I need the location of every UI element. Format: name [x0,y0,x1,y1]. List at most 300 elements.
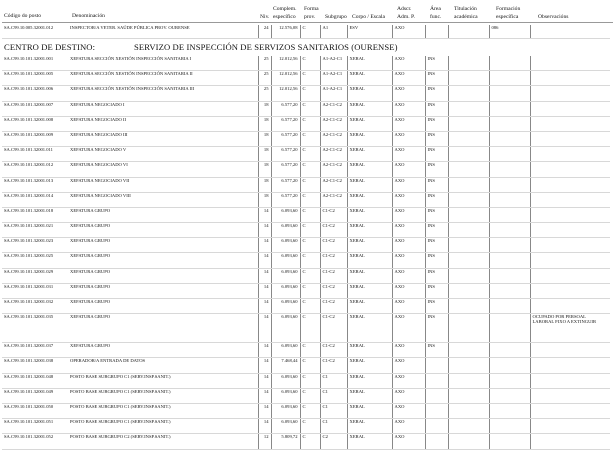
table-row [2,343,610,358]
cell-obs [530,207,610,222]
cell-subgrupo: C1 [320,403,347,418]
first-row-table [2,25,610,39]
cell-formacion [489,343,530,358]
cell-obs [530,25,610,39]
cell-adscr: AXO [392,419,425,434]
header-area: Área [430,6,441,12]
cell-formacion [489,373,530,388]
cell-obs [530,388,610,403]
cell-subgrupo: A2-C1-C2 [320,177,347,192]
header-adscr-2: Adm. P. [397,14,415,20]
cell-obs [530,358,610,373]
header-titulacion: Titulación [454,6,477,12]
cell-titulacion [448,86,489,101]
cell-area: INS [425,238,448,253]
header-adscr: Adscr. [397,6,412,12]
cell-titulacion [448,238,489,253]
cell-denominacion: POSTO BASE SUBGRUPO C1 (SERV.INSP.SANIT.) [68,403,258,418]
cell-nivel: 14 [258,419,271,434]
cell-codigo: SA.C99.10.101.32001.023 [2,238,68,253]
cell-obs [530,373,610,388]
cell-adscr: AXO [392,71,425,86]
cell-titulacion [448,207,489,222]
cell-formacion [489,388,530,403]
cell-formacion [489,162,530,177]
cell-formacion [489,314,530,343]
cell-formacion [489,223,530,238]
cell-area: INS [425,86,448,101]
cell-codigo: SA.C99.10.101.32001.025 [2,253,68,268]
cell-adscr: AXO [392,131,425,146]
cell-adscr: AXO [392,147,425,162]
cell-subgrupo: C1-C2 [320,358,347,373]
cell-nivel: 14 [258,253,271,268]
cell-area: INS [425,207,448,222]
cell-codigo: SA.C99.10.101.32001.049 [2,388,68,403]
cell-titulacion [448,283,489,298]
cell-corpo: XERAL [347,162,392,177]
cell-denominacion: XEFATURA GRUPO [68,207,258,222]
cell-corpo: XERAL [347,86,392,101]
cell-area: INS [425,268,448,283]
cell-codigo: SA.C99.10.101.32001.005 [2,71,68,86]
cell-codigo: SA.C99.10.005.32001.012 [2,25,68,39]
cell-titulacion [448,25,489,39]
cell-corpo: XERAL [347,253,392,268]
cell-nivel: 14 [258,223,271,238]
cell-corpo: XERAL [347,101,392,116]
cell-codigo: SA.C99.10.101.32001.021 [2,223,68,238]
cell-obs [530,434,610,449]
cell-area [425,388,448,403]
cell-titulacion [448,101,489,116]
cell-nivel: 14 [258,388,271,403]
cell-subgrupo: A2-C1-C2 [320,131,347,146]
cell-adscr: AXO [392,434,425,449]
cell-area: INS [425,147,448,162]
cell-obs [530,283,610,298]
table-row [2,253,610,268]
cell-subgrupo: A1-A2-C1 [320,86,347,101]
cell-titulacion [448,388,489,403]
cell-titulacion [448,162,489,177]
cell-formacion [489,147,530,162]
cell-codigo: SA.C99.10.101.32001.007 [2,101,68,116]
cell-denominacion: XEFATURA GRUPO [68,343,258,358]
cell-forma: C [300,131,320,146]
cell-complem: 6.093,60 [271,238,300,253]
table-row [2,131,610,146]
cell-nivel: 14 [258,314,271,343]
cell-area: INS [425,116,448,131]
header-complem: Complem. [273,6,297,12]
cell-area: INS [425,343,448,358]
cell-formacion [489,299,530,314]
cell-formacion [489,403,530,418]
cell-titulacion [448,358,489,373]
cell-adscr: AXO [392,177,425,192]
header-titulacion-2: académica [454,14,478,20]
cell-subgrupo: C1-C2 [320,299,347,314]
cell-complem: 6.577,20 [271,177,300,192]
header-complem-2: específico [273,14,296,20]
cell-forma: C [300,268,320,283]
table-row [2,56,610,71]
cell-corpo: XERAL [347,419,392,434]
cell-complem: 6.093,60 [271,343,300,358]
cell-corpo: XERAL [347,388,392,403]
cell-complem: 6.577,20 [271,147,300,162]
cell-adscr: AXO [392,86,425,101]
cell-obs [530,419,610,434]
cell-adscr: AXO [392,223,425,238]
cell-complem: 6.577,20 [271,162,300,177]
cell-corpo: XERAL [347,283,392,298]
cell-denominacion: XEFATURA NEGOCIADO II [68,116,258,131]
cell-subgrupo: C1 [320,388,347,403]
header-area-2: func. [430,14,442,20]
cell-adscr: AXO [392,314,425,343]
cell-titulacion [448,434,489,449]
cell-denominacion: XEFATURA NEGOCIADO III [68,131,258,146]
cell-formacion [489,358,530,373]
cell-denominacion: XEFATURA SECCIÓN XESTIÓN INSPECCIÓN SANITARIA II [68,71,258,86]
cell-codigo: SA.C99.10.101.32001.006 [2,86,68,101]
cell-formacion [489,419,530,434]
cell-codigo: SA.C99.10.101.32001.008 [2,116,68,131]
cell-nivel: 18 [258,116,271,131]
cell-forma: C [300,56,320,71]
cell-corpo: XERAL [347,299,392,314]
cell-subgrupo: A2-C1-C2 [320,116,347,131]
cell-complem: 6.093,60 [271,223,300,238]
table-row [2,101,610,116]
cell-complem: 6.093,60 [271,419,300,434]
table-row [2,86,610,101]
cell-denominacion: XEFATURA NEGOCIADO VIII [68,192,258,207]
cell-titulacion [448,56,489,71]
cell-nivel: 18 [258,162,271,177]
table-row [2,268,610,283]
cell-subgrupo: A2-C1-C2 [320,147,347,162]
cell-obs [530,147,610,162]
cell-forma: C [300,358,320,373]
cell-denominacion: XEFATURA GRUPO [68,299,258,314]
table-row [2,192,610,207]
cell-titulacion [448,299,489,314]
cell-codigo: SA.C99.10.101.32001.038 [2,358,68,373]
table-row [2,71,610,86]
cell-codigo: SA.C99.10.101.32001.052 [2,434,68,449]
cell-nivel: 18 [258,177,271,192]
cell-subgrupo: C1-C2 [320,207,347,222]
cell-area [425,419,448,434]
cell-forma: C [300,238,320,253]
cell-forma: C [300,177,320,192]
cell-complem: 6.093,60 [271,268,300,283]
cell-subgrupo: A2-C1-C2 [320,162,347,177]
cell-obs [530,223,610,238]
cell-adscr: AXO [392,162,425,177]
cell-corpo: XERAL [347,71,392,86]
cell-codigo: SA.C99.10.101.32001.051 [2,419,68,434]
cell-obs [530,238,610,253]
cell-complem: 12.012,56 [271,71,300,86]
cell-adscr: AXO [392,253,425,268]
cell-forma: C [300,86,320,101]
section-label: CENTRO DE DESTINO: [4,42,96,52]
cell-nivel: 25 [258,71,271,86]
table-row [2,116,610,131]
cell-subgrupo: A2-C1-C2 [320,192,347,207]
header-forma: Forma [304,6,319,12]
cell-codigo: SA.C99.10.101.32001.012 [2,162,68,177]
cell-corpo: XERAL [347,373,392,388]
cell-forma: C [300,253,320,268]
cell-subgrupo: A1-A2-C1 [320,56,347,71]
cell-formacion [489,192,530,207]
cell-denominacion: POSTO BASE SUBGRUPO C1 (SERV.INSP.SANIT.) [68,373,258,388]
cell-nivel: 18 [258,147,271,162]
table-row [2,314,610,343]
cell-formacion [489,268,530,283]
table-row [2,162,610,177]
cell-titulacion [448,147,489,162]
cell-complem: 6.093,60 [271,388,300,403]
cell-denominacion: XEFATURA SECCIÓN XESTIÓN INSPECCIÓN SANITARIA III [68,86,258,101]
cell-corpo: XERAL [347,56,392,71]
cell-obs [530,131,610,146]
table-row [2,25,610,39]
cell-titulacion [448,177,489,192]
cell-obs [530,162,610,177]
cell-subgrupo: C1 [320,373,347,388]
cell-formacion [489,283,530,298]
cell-forma: C [300,101,320,116]
cell-obs: OCUPADO POR PERSOAL LABORAL FIXO A EXTINGUIR [530,314,610,343]
cell-formacion [489,71,530,86]
cell-forma: C [300,147,320,162]
cell-obs [530,101,610,116]
cell-area [425,358,448,373]
cell-denominacion: XEFATURA NEGOCIADO I [68,101,258,116]
cell-denominacion: POSTO BASE SUBGRUPO C2 (SERV.INSP.SANIT.) [68,434,258,449]
cell-complem: 6.093,60 [271,314,300,343]
cell-subgrupo: C1-C2 [320,268,347,283]
cell-complem: 6.577,20 [271,192,300,207]
cell-subgrupo: C1-C2 [320,223,347,238]
cell-formacion [489,238,530,253]
cell-complem: 6.577,20 [271,101,300,116]
cell-nivel: 14 [258,268,271,283]
cell-area: INS [425,56,448,71]
cell-formacion [489,207,530,222]
cell-codigo: SA.C99.10.101.32001.011 [2,147,68,162]
cell-codigo: SA.C99.10.101.32001.029 [2,268,68,283]
cell-formacion: 086 [489,25,530,39]
cell-area [425,25,448,39]
cell-obs [530,56,610,71]
cell-obs [530,268,610,283]
cell-forma: C [300,388,320,403]
cell-forma: C [300,162,320,177]
cell-subgrupo: C1-C2 [320,314,347,343]
cell-corpo: XERAL [347,192,392,207]
cell-adscr: AXO [392,299,425,314]
cell-titulacion [448,403,489,418]
cell-subgrupo: C1-C2 [320,253,347,268]
cell-obs [530,71,610,86]
cell-codigo: SA.C99.10.101.32001.048 [2,373,68,388]
cell-nivel: 12 [258,434,271,449]
cell-obs [530,192,610,207]
cell-complem: 6.093,60 [271,299,300,314]
cell-nivel: 14 [258,403,271,418]
table-row [2,419,610,434]
cell-codigo: SA.C99.10.101.32001.037 [2,343,68,358]
cell-forma: C [300,403,320,418]
cell-complem: 12.576,08 [271,25,300,39]
table-row [2,299,610,314]
header-forma-2: prov. [304,14,316,20]
header-formacion: Formación [496,6,521,12]
cell-codigo: SA.C99.10.101.32001.009 [2,131,68,146]
cell-nivel: 18 [258,131,271,146]
cell-adscr: AXO [392,373,425,388]
cell-codigo: SA.C99.10.101.32001.014 [2,192,68,207]
cell-corpo: XERAL [347,358,392,373]
header-divider [2,22,613,23]
cell-adscr: AXO [392,25,425,39]
cell-denominacion: OPERADOR/A ENTRADA DE DATOS [68,358,258,373]
table-row [2,373,610,388]
cell-corpo: XERAL [347,343,392,358]
cell-area [425,434,448,449]
cell-corpo: XERAL [347,434,392,449]
cell-corpo: XERAL [347,403,392,418]
cell-nivel: 25 [258,56,271,71]
header-codigo: Código do posto [4,13,41,19]
cell-complem: 12.012,56 [271,56,300,71]
cell-nivel: 25 [258,86,271,101]
cell-nivel: 14 [258,299,271,314]
cell-corpo: XERAL [347,238,392,253]
table-row [2,388,610,403]
cell-denominacion: POSTO BASE SUBGRUPO C1 (SERV.INSP.SANIT.) [68,419,258,434]
cell-area: INS [425,283,448,298]
cell-titulacion [448,268,489,283]
cell-denominacion: XEFATURA GRUPO [68,238,258,253]
cell-denominacion: POSTO BASE SUBGRUPO C1 (SERV.INSP.SANIT.) [68,388,258,403]
cell-subgrupo: C1-C2 [320,343,347,358]
cell-obs [530,86,610,101]
cell-forma: C [300,71,320,86]
cell-subgrupo: C1 [320,419,347,434]
cell-forma: C [300,373,320,388]
cell-codigo: SA.C99.10.101.32001.031 [2,283,68,298]
cell-nivel: 18 [258,101,271,116]
cell-nivel: 14 [258,283,271,298]
cell-formacion [489,116,530,131]
cell-forma: C [300,207,320,222]
cell-nivel: 24 [258,25,271,39]
cell-nivel: 14 [258,358,271,373]
cell-complem: 6.093,60 [271,403,300,418]
table-row [2,177,610,192]
cell-denominacion: XEFATURA NEGOCIADO V [68,147,258,162]
table-row [2,358,610,373]
cell-subgrupo: A1 [320,25,347,39]
cell-adscr: AXO [392,358,425,373]
cell-titulacion [448,131,489,146]
cell-titulacion [448,343,489,358]
cell-nivel: 18 [258,192,271,207]
table-row [2,238,610,253]
cell-obs [530,253,610,268]
cell-complem: 7.468,44 [271,358,300,373]
cell-adscr: AXO [392,207,425,222]
cell-complem: 6.577,20 [271,116,300,131]
cell-forma: C [300,283,320,298]
cell-denominacion: XEFATURA NEGOCIADO VII [68,177,258,192]
cell-subgrupo: C2 [320,434,347,449]
cell-area: INS [425,253,448,268]
cell-forma: C [300,343,320,358]
cell-formacion [489,434,530,449]
cell-forma: C [300,192,320,207]
cell-forma: C [300,25,320,39]
cell-obs [530,299,610,314]
cell-codigo: SA.C99.10.101.32001.018 [2,207,68,222]
cell-area: INS [425,314,448,343]
cell-adscr: AXO [392,101,425,116]
cell-obs [530,403,610,418]
cell-denominacion: XEFATURA SECCIÓN XESTIÓN INSPECCIÓN SANITARIA I [68,56,258,71]
cell-formacion [489,131,530,146]
cell-codigo: SA.C99.10.101.32001.013 [2,177,68,192]
cell-denominacion: INSPECTOR/A VETER. SAÚDE PÚBLICA PROV. OURENSE [68,25,258,39]
cell-subgrupo: A2-C1-C2 [320,101,347,116]
cell-corpo: ESV [347,25,392,39]
cell-area: INS [425,223,448,238]
cell-forma: C [300,419,320,434]
cell-area: INS [425,131,448,146]
cell-formacion [489,101,530,116]
cell-titulacion [448,223,489,238]
cell-codigo: SA.C99.10.101.32001.032 [2,299,68,314]
cell-area: INS [425,162,448,177]
cell-area: INS [425,71,448,86]
cell-forma: C [300,299,320,314]
cell-formacion [489,177,530,192]
cell-denominacion: XEFATURA GRUPO [68,283,258,298]
cell-titulacion [448,192,489,207]
cell-forma: C [300,314,320,343]
cell-formacion [489,56,530,71]
cell-formacion [489,253,530,268]
cell-codigo: SA.C99.10.101.32001.050 [2,403,68,418]
cell-adscr: AXO [392,56,425,71]
cell-corpo: XERAL [347,177,392,192]
cell-area [425,373,448,388]
cell-denominacion: XEFATURA GRUPO [68,223,258,238]
cell-complem: 6.577,20 [271,131,300,146]
cell-adscr: AXO [392,116,425,131]
cell-forma: C [300,116,320,131]
cell-corpo: XERAL [347,131,392,146]
cell-titulacion [448,314,489,343]
header-denominacion: Denominación [72,13,105,19]
